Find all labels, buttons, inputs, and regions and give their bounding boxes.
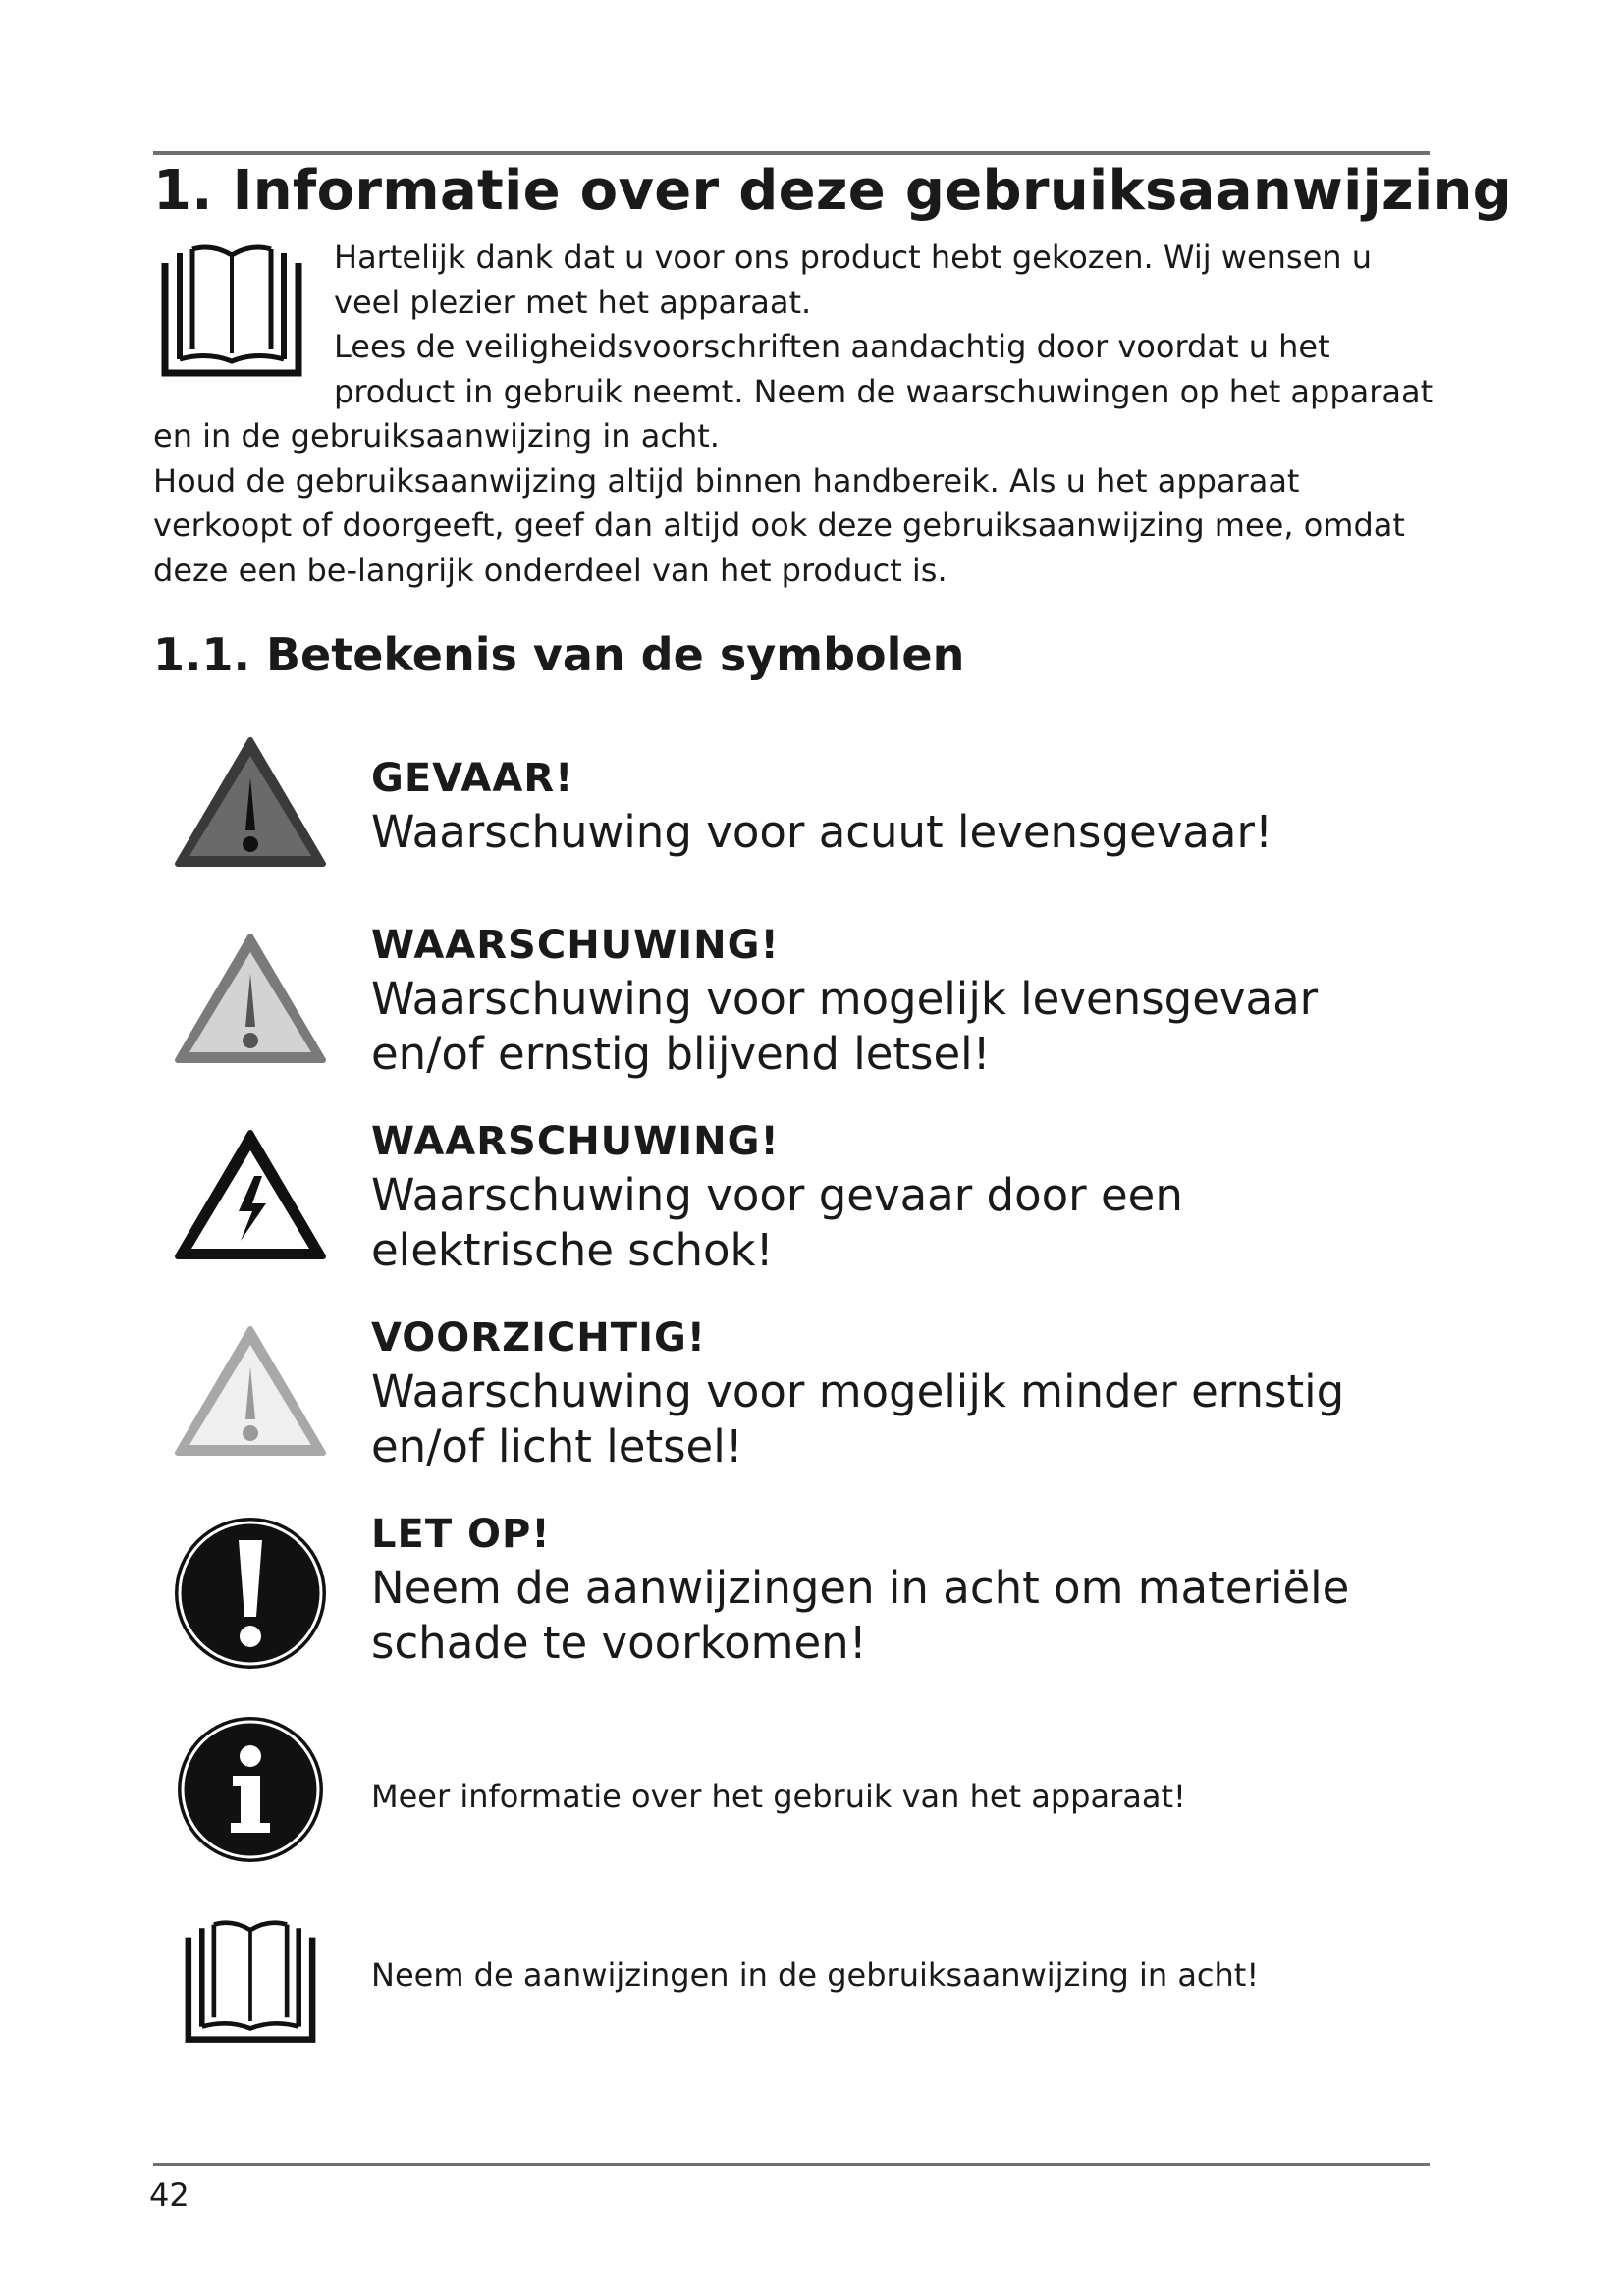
- symbol-entry-notice: [371, 1508, 1432, 1671]
- symbol-entry-warning: [371, 919, 1432, 1082]
- symbol-text: Waarschuwing voor mogelijk levensgevaar en/of ernstig blijvend letsel!: [371, 973, 1319, 1080]
- symbol-entry-info: [371, 1775, 1432, 1818]
- intro-section: [153, 236, 1439, 593]
- section-subheading: 1.1. Betekenis van de symbolen: [153, 628, 965, 681]
- intro-paragraph-3: Houd de gebruiksaanwijzing altijd binnen handbereik. Als u het apparaat verkoopt of doorgeeft, geef dan altijd ook deze gebruiksaanwijzing mee, omdat deze een be-langrijk onderdeel van het product is.: [153, 461, 1405, 589]
- symbol-entry-electric: [371, 1115, 1432, 1278]
- symbol-entry-danger: [371, 752, 1432, 860]
- manual-book-icon: [167, 1904, 334, 2061]
- symbol-entry-manual: [371, 1953, 1432, 1997]
- page-number: 42: [149, 2176, 189, 2214]
- symbol-title: WAARSCHUWING!: [371, 923, 780, 968]
- symbol-text: Waarschuwing voor mogelijk minder ernstig en/of licht letsel!: [371, 1365, 1345, 1472]
- symbol-text: Waarschuwing voor acuut levensgevaar!: [371, 806, 1273, 858]
- caution-triangle-icon: [167, 1313, 334, 1470]
- symbol-entry-caution: [371, 1311, 1432, 1474]
- symbol-title: GEVAAR!: [371, 756, 574, 801]
- bottom-rule: [153, 2163, 1430, 2166]
- symbol-title: WAARSCHUWING!: [371, 1119, 780, 1164]
- symbol-title: VOORZICHTIG!: [371, 1315, 707, 1361]
- electric-shock-icon: [167, 1117, 334, 1274]
- intro-paragraph-1: Hartelijk dank dat u voor ons product hebt gekozen. Wij wensen u veel plezier met het apparaat.: [334, 239, 1373, 321]
- danger-triangle-icon: [167, 724, 334, 881]
- top-rule: [153, 151, 1430, 155]
- symbol-text: Waarschuwing voor gevaar door een elektrische schok!: [371, 1169, 1183, 1276]
- symbol-text: Neem de aanwijzingen in de gebruiksaanwijzing in acht!: [371, 1956, 1260, 1994]
- symbol-title: LET OP!: [371, 1512, 551, 1557]
- page-title: 1. Informatie over deze gebruiksaanwijzing: [153, 159, 1512, 223]
- symbol-text: Neem de aanwijzingen in acht om materiële schade te voorkomen!: [371, 1562, 1350, 1669]
- info-icon: [167, 1711, 334, 1868]
- intro-paragraph-2: Lees de veiligheidsvoorschriften aandachtig door voordat u het product in gebruik neemt. Neem de waarschuwingen op het apparaat en in de gebruiksaanwijzing in acht.: [153, 328, 1434, 454]
- symbol-text: Meer informatie over het gebruik van het apparaat!: [371, 1778, 1186, 1815]
- manual-book-icon: [153, 243, 310, 381]
- notice-exclamation-icon: [167, 1515, 334, 1672]
- warning-triangle-icon: [167, 921, 334, 1078]
